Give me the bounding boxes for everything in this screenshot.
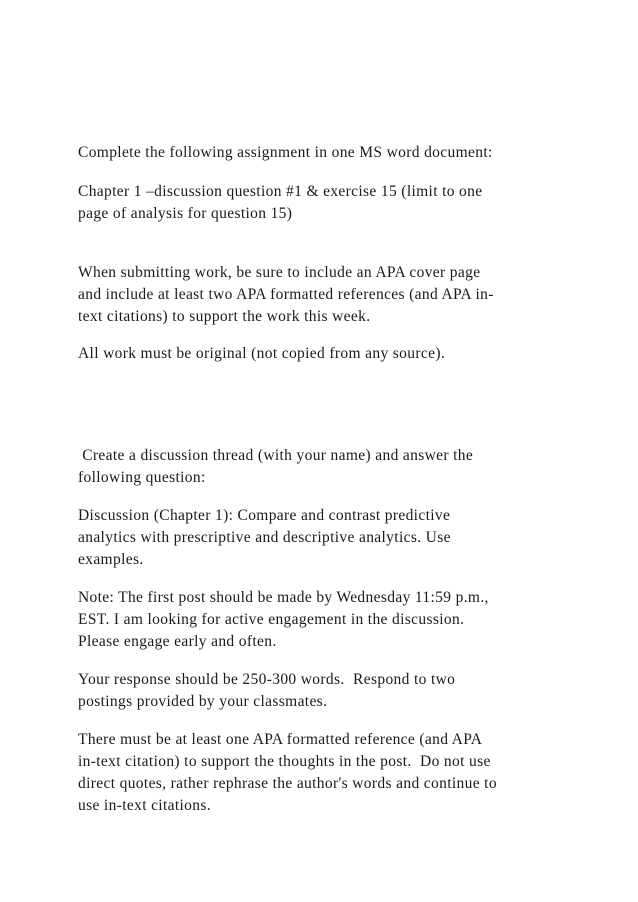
chapter-task-line-1: Chapter 1 –discussion question #1 & exercise 15 (limit to one [78, 183, 483, 200]
response-length-line-1: Your response should be 250-300 words. Respond to two [78, 671, 456, 688]
reference-requirement-line-1: There must be at least one APA formatted reference (and APA [78, 731, 483, 748]
reference-requirement-line-4: use in-text citations. [78, 797, 211, 814]
discussion-intro-line-2: following question: [78, 469, 206, 486]
chapter-task-line-2: page of analysis for question 15) [78, 205, 293, 222]
submission-note-line-2: and include at least two APA formatted references (and APA in- [78, 286, 494, 303]
deadline-note-line-1: Note: The first post should be made by Wednesday 11:59 p.m., [78, 589, 489, 606]
discussion-question-line-1: Discussion (Chapter 1): Compare and contrast predictive [78, 507, 451, 524]
originality-note-line: All work must be original (not copied from any source). [78, 345, 446, 362]
submission-note-line-3: text citations) to support the work this week. [78, 308, 371, 325]
reference-requirement-line-2: in-text citation) to support the thoughts in the post. Do not use [78, 753, 491, 770]
reference-requirement-line-3: direct quotes, rather rephrase the author's words and continue to [78, 775, 497, 792]
discussion-question-line-2: analytics with prescriptive and descriptive analytics. Use [78, 529, 451, 546]
assignment-intro-line: Complete the following assignment in one MS word document: [78, 144, 493, 161]
deadline-note-line-3: Please engage early and often. [78, 633, 277, 650]
deadline-note-line-2: EST. I am looking for active engagement in the discussion. [78, 611, 465, 628]
discussion-question-line-3: examples. [78, 551, 144, 568]
response-length-line-2: postings provided by your classmates. [78, 693, 328, 710]
discussion-intro-line-1: Create a discussion thread (with your name) and answer the [78, 447, 474, 464]
submission-note-line-1: When submitting work, be sure to include an APA cover page [78, 264, 481, 281]
